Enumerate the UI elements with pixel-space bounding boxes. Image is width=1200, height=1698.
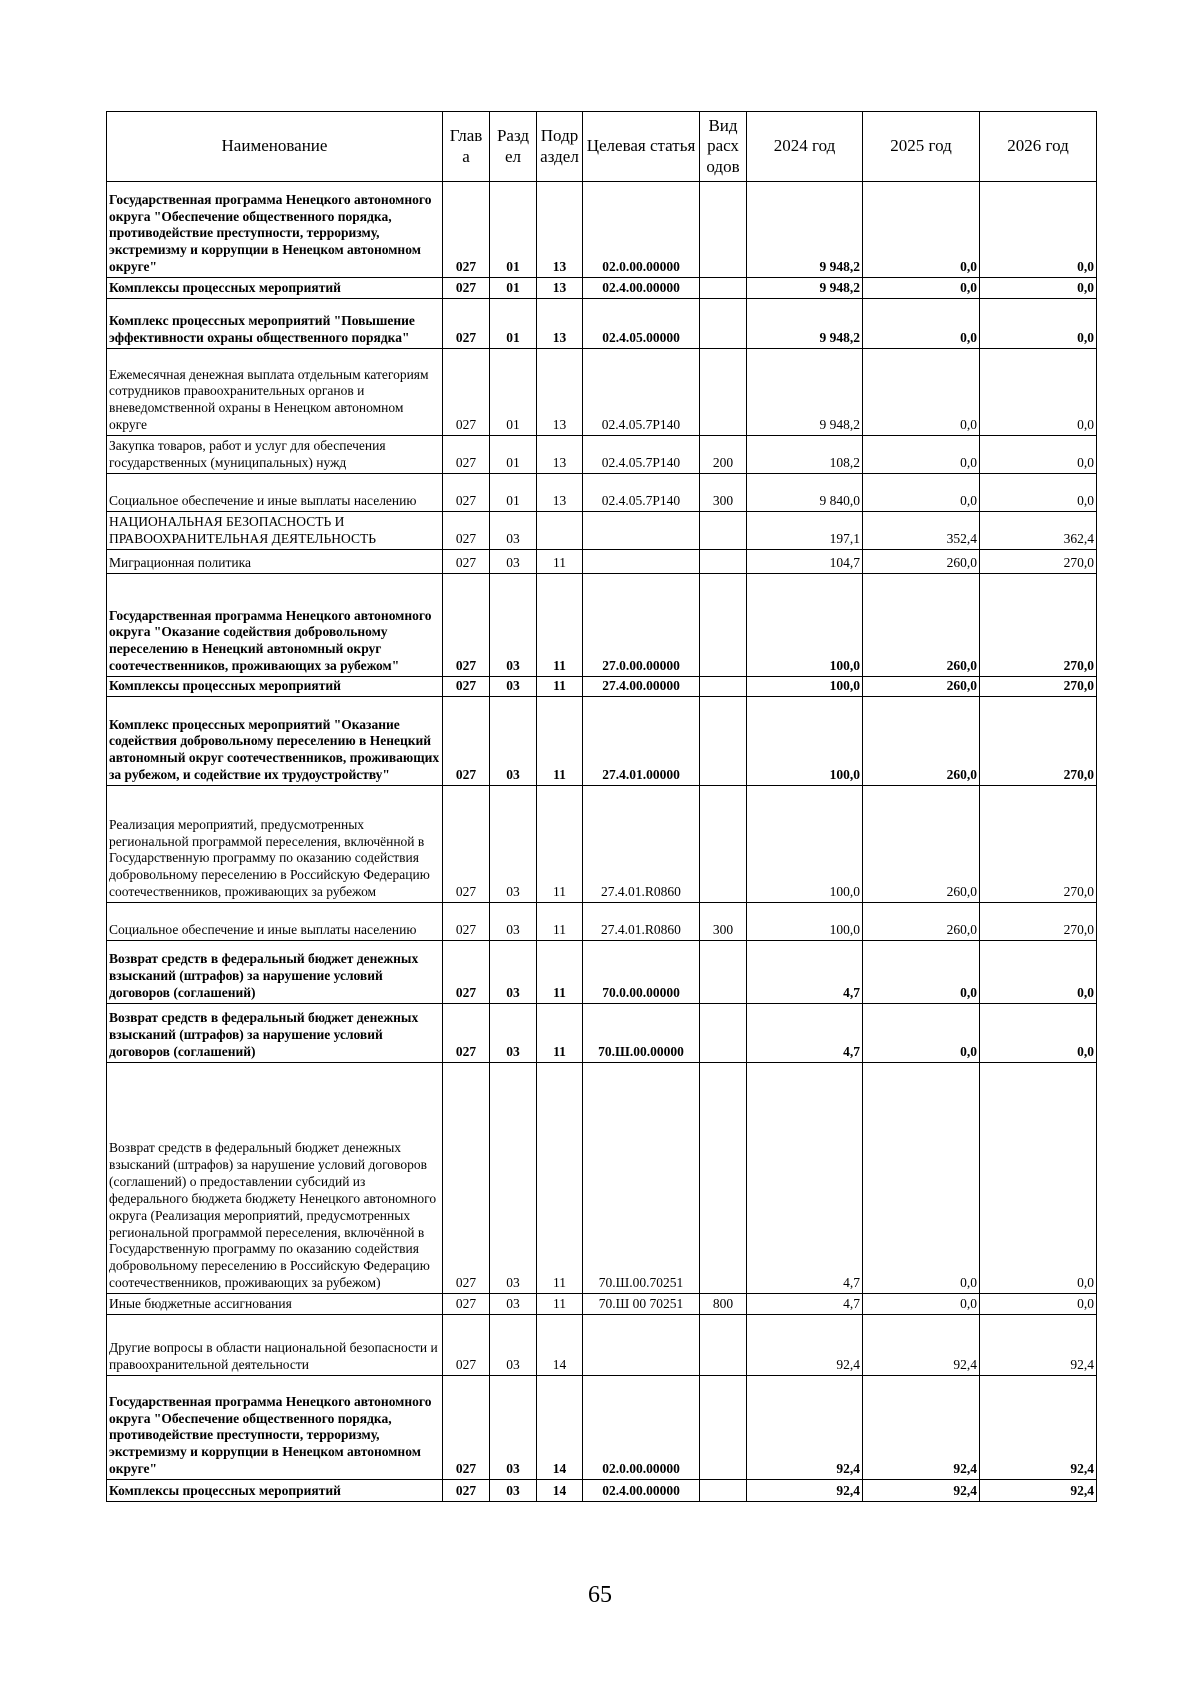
cell-podrazdel: 14: [537, 1480, 583, 1502]
cell-podrazdel: 11: [537, 550, 583, 574]
cell-y2024: 92,4: [747, 1480, 863, 1502]
header-podrazdel: Подр аздел: [537, 112, 583, 182]
cell-vid: 200: [700, 436, 747, 474]
header-target: Целевая статья: [583, 112, 700, 182]
cell-y2025: 260,0: [863, 697, 980, 786]
cell-y2026: 0,0: [980, 349, 1097, 436]
cell-name: Иные бюджетные ассигнования: [107, 1294, 443, 1315]
cell-name: Комплекс процессных мероприятий "Оказание содействия добровольному переселению в Ненецкий автономный округ соотечественников, проживающих за рубежом, и содействие их трудоустройству": [107, 697, 443, 786]
cell-y2026: 0,0: [980, 278, 1097, 299]
cell-razdel: 01: [490, 349, 537, 436]
cell-y2026: 270,0: [980, 677, 1097, 697]
cell-name: Комплексы процессных мероприятий: [107, 677, 443, 697]
cell-vid: [700, 1376, 747, 1480]
cell-y2024: 100,0: [747, 677, 863, 697]
cell-vid: [700, 574, 747, 677]
cell-y2025: 0,0: [863, 1063, 980, 1294]
table-row: [107, 1376, 1097, 1480]
cell-y2025: 260,0: [863, 574, 980, 677]
table-row: [107, 182, 1097, 278]
cell-podrazdel: 13: [537, 474, 583, 512]
table-row: [107, 1315, 1097, 1376]
cell-glava: 027: [443, 574, 490, 677]
cell-y2024: 9 948,2: [747, 278, 863, 299]
header-2024: 2024 год: [747, 112, 863, 182]
cell-glava: 027: [443, 349, 490, 436]
cell-target: 27.4.01.R0860: [583, 903, 700, 941]
cell-name: Социальное обеспечение и иные выплаты населению: [107, 474, 443, 512]
cell-glava: 027: [443, 436, 490, 474]
header-2025: 2025 год: [863, 112, 980, 182]
cell-y2025: 260,0: [863, 786, 980, 903]
cell-y2026: 0,0: [980, 474, 1097, 512]
cell-y2024: 197,1: [747, 512, 863, 550]
cell-name: Государственная программа Ненецкого автономного округа "Оказание содействия добровольному переселению в Ненецкий автономный округ соотечественников, проживающих за рубежом": [107, 574, 443, 677]
cell-y2026: 92,4: [980, 1315, 1097, 1376]
cell-y2025: 0,0: [863, 941, 980, 1004]
cell-glava: 027: [443, 550, 490, 574]
cell-target: 02.0.00.00000: [583, 182, 700, 278]
cell-target: 27.4.00.00000: [583, 677, 700, 697]
cell-glava: 027: [443, 1294, 490, 1315]
cell-vid: [700, 941, 747, 1004]
cell-name: Закупка товаров, работ и услуг для обеспечения государственных (муниципальных) нужд: [107, 436, 443, 474]
cell-glava: 027: [443, 677, 490, 697]
cell-y2025: 0,0: [863, 1004, 980, 1063]
cell-razdel: 03: [490, 1315, 537, 1376]
cell-target: [583, 1315, 700, 1376]
cell-glava: 027: [443, 903, 490, 941]
cell-y2026: 0,0: [980, 1063, 1097, 1294]
cell-razdel: 03: [490, 697, 537, 786]
cell-target: 70.Ш.00.70251: [583, 1063, 700, 1294]
cell-target: 02.4.05.7Р140: [583, 436, 700, 474]
cell-target: 70.Ш 00 70251: [583, 1294, 700, 1315]
cell-y2024: 92,4: [747, 1376, 863, 1480]
cell-y2026: 270,0: [980, 550, 1097, 574]
cell-vid: [700, 697, 747, 786]
cell-vid: [700, 299, 747, 349]
cell-y2025: 0,0: [863, 299, 980, 349]
cell-y2026: 362,4: [980, 512, 1097, 550]
table-row: [107, 941, 1097, 1004]
cell-y2026: 0,0: [980, 436, 1097, 474]
cell-name: Реализация мероприятий, предусмотренных региональной программой переселения, включённой в Государственную программу по оказанию содействия добровольному переселению в Российскую Федерацию соотечественников, проживающих за рубежом: [107, 786, 443, 903]
cell-name: Социальное обеспечение и иные выплаты населению: [107, 903, 443, 941]
cell-y2025: 0,0: [863, 1294, 980, 1315]
cell-podrazdel: 11: [537, 697, 583, 786]
cell-target: 02.0.00.00000: [583, 1376, 700, 1480]
cell-y2024: 4,7: [747, 1063, 863, 1294]
table-row: [107, 436, 1097, 474]
cell-vid: [700, 677, 747, 697]
cell-y2025: 0,0: [863, 474, 980, 512]
cell-y2025: 0,0: [863, 182, 980, 278]
cell-glava: 027: [443, 697, 490, 786]
cell-target: 70.0.00.00000: [583, 941, 700, 1004]
cell-vid: [700, 278, 747, 299]
cell-glava: 027: [443, 1376, 490, 1480]
cell-podrazdel: 13: [537, 299, 583, 349]
cell-y2026: 92,4: [980, 1376, 1097, 1480]
cell-razdel: 03: [490, 1480, 537, 1502]
cell-name: Другие вопросы в области национальной безопасности и правоохранительной деятельности: [107, 1315, 443, 1376]
table-row: [107, 1480, 1097, 1502]
cell-y2024: 100,0: [747, 697, 863, 786]
cell-name: Миграционная политика: [107, 550, 443, 574]
page-number: 65: [588, 1582, 612, 1608]
cell-podrazdel: [537, 512, 583, 550]
table-row: [107, 550, 1097, 574]
cell-razdel: 03: [490, 574, 537, 677]
cell-razdel: 03: [490, 677, 537, 697]
cell-razdel: 01: [490, 474, 537, 512]
cell-y2025: 352,4: [863, 512, 980, 550]
cell-vid: 800: [700, 1294, 747, 1315]
cell-y2026: 0,0: [980, 1004, 1097, 1063]
cell-podrazdel: 11: [537, 786, 583, 903]
cell-podrazdel: 13: [537, 349, 583, 436]
cell-vid: [700, 1063, 747, 1294]
header-2026: 2026 год: [980, 112, 1097, 182]
cell-y2026: 0,0: [980, 299, 1097, 349]
cell-podrazdel: 11: [537, 1004, 583, 1063]
cell-y2026: 270,0: [980, 697, 1097, 786]
cell-target: 27.4.01.00000: [583, 697, 700, 786]
cell-razdel: 03: [490, 786, 537, 903]
cell-glava: 027: [443, 299, 490, 349]
cell-y2024: 100,0: [747, 786, 863, 903]
cell-y2024: 4,7: [747, 941, 863, 1004]
cell-podrazdel: 13: [537, 436, 583, 474]
cell-target: 02.4.05.7Р140: [583, 474, 700, 512]
cell-razdel: 01: [490, 182, 537, 278]
cell-y2025: 92,4: [863, 1480, 980, 1502]
cell-target: 02.4.05.7Р140: [583, 349, 700, 436]
cell-y2026: 92,4: [980, 1480, 1097, 1502]
cell-glava: 027: [443, 1315, 490, 1376]
cell-podrazdel: 11: [537, 1294, 583, 1315]
cell-razdel: 03: [490, 1376, 537, 1480]
cell-name: Комплекс процессных мероприятий "Повышение эффективности охраны общественного порядка": [107, 299, 443, 349]
cell-razdel: 03: [490, 1063, 537, 1294]
cell-razdel: 01: [490, 299, 537, 349]
cell-vid: [700, 1004, 747, 1063]
cell-vid: [700, 1480, 747, 1502]
cell-y2025: 260,0: [863, 903, 980, 941]
cell-podrazdel: 11: [537, 574, 583, 677]
cell-name: Возврат средств в федеральный бюджет денежных взысканий (штрафов) за нарушение условий договоров (соглашений) о предоставлении субсидий из федерального бюджета бюджету Ненецкого автономного округа (Реализация мероприятий, предусмотренных региональной программой переселения, включённой в Государственную программу по оказанию содействия добровольному переселению в Российскую Федерацию соотечественников, проживающих за рубежом): [107, 1063, 443, 1294]
cell-glava: 027: [443, 474, 490, 512]
cell-podrazdel: 11: [537, 677, 583, 697]
cell-target: [583, 512, 700, 550]
cell-target: 27.0.00.00000: [583, 574, 700, 677]
header-name: Наименование: [107, 112, 443, 182]
table-row: [107, 349, 1097, 436]
cell-vid: 300: [700, 474, 747, 512]
cell-y2025: 260,0: [863, 677, 980, 697]
cell-name: Ежемесячная денежная выплата отдельным категориям сотрудников правоохранительных органов и вневедомственной охраны в Ненецком автономном округе: [107, 349, 443, 436]
cell-vid: [700, 786, 747, 903]
cell-target: 02.4.05.00000: [583, 299, 700, 349]
cell-name: Комплексы процессных мероприятий: [107, 1480, 443, 1502]
cell-y2026: 0,0: [980, 1294, 1097, 1315]
cell-vid: [700, 349, 747, 436]
cell-y2024: 104,7: [747, 550, 863, 574]
cell-y2025: 0,0: [863, 436, 980, 474]
cell-y2025: 0,0: [863, 349, 980, 436]
cell-vid: [700, 1315, 747, 1376]
header-row: [107, 112, 1097, 182]
cell-y2024: 92,4: [747, 1315, 863, 1376]
cell-y2026: 270,0: [980, 786, 1097, 903]
cell-target: 70.Ш.00.00000: [583, 1004, 700, 1063]
budget-table: [106, 111, 1097, 1502]
cell-name: Возврат средств в федеральный бюджет денежных взысканий (штрафов) за нарушение условий договоров (соглашений): [107, 941, 443, 1004]
table-row: [107, 299, 1097, 349]
cell-podrazdel: 13: [537, 278, 583, 299]
cell-razdel: 03: [490, 941, 537, 1004]
cell-y2025: 92,4: [863, 1376, 980, 1480]
table-body: [107, 182, 1097, 1502]
cell-y2026: 270,0: [980, 903, 1097, 941]
cell-vid: [700, 182, 747, 278]
table-row: [107, 1063, 1097, 1294]
table-row: [107, 474, 1097, 512]
cell-name: Государственная программа Ненецкого автономного округа "Обеспечение общественного порядка, противодействие преступности, терроризму, экстремизму и коррупции в Ненецком автономном округе": [107, 1376, 443, 1480]
cell-y2024: 9 840,0: [747, 474, 863, 512]
table-row: [107, 1294, 1097, 1315]
cell-y2024: 4,7: [747, 1294, 863, 1315]
cell-podrazdel: 11: [537, 941, 583, 1004]
cell-razdel: 03: [490, 512, 537, 550]
header-glava: Глав а: [443, 112, 490, 182]
cell-podrazdel: 11: [537, 903, 583, 941]
cell-glava: 027: [443, 1004, 490, 1063]
cell-razdel: 01: [490, 436, 537, 474]
table-row: [107, 278, 1097, 299]
table-row: [107, 677, 1097, 697]
header-razdel: Разд ел: [490, 112, 537, 182]
cell-y2026: 0,0: [980, 941, 1097, 1004]
cell-name: Государственная программа Ненецкого автономного округа "Обеспечение общественного порядка, противодействие преступности, терроризму, экстремизму и коррупции в Ненецком автономном округе": [107, 182, 443, 278]
cell-razdel: 01: [490, 278, 537, 299]
cell-glava: 027: [443, 786, 490, 903]
table-row: [107, 903, 1097, 941]
cell-podrazdel: 11: [537, 1063, 583, 1294]
cell-y2024: 108,2: [747, 436, 863, 474]
cell-razdel: 03: [490, 1294, 537, 1315]
cell-glava: 027: [443, 941, 490, 1004]
cell-podrazdel: 14: [537, 1315, 583, 1376]
cell-razdel: 03: [490, 903, 537, 941]
cell-y2026: 0,0: [980, 182, 1097, 278]
cell-vid: 300: [700, 903, 747, 941]
cell-y2025: 92,4: [863, 1315, 980, 1376]
cell-y2024: 9 948,2: [747, 182, 863, 278]
table-row: [107, 512, 1097, 550]
table-row: [107, 1004, 1097, 1063]
cell-y2025: 0,0: [863, 278, 980, 299]
cell-podrazdel: 14: [537, 1376, 583, 1480]
cell-y2026: 270,0: [980, 574, 1097, 677]
cell-glava: 027: [443, 278, 490, 299]
cell-y2024: 4,7: [747, 1004, 863, 1063]
cell-y2024: 100,0: [747, 903, 863, 941]
cell-razdel: 03: [490, 1004, 537, 1063]
cell-y2024: 9 948,2: [747, 349, 863, 436]
cell-glava: 027: [443, 182, 490, 278]
cell-target: 02.4.00.00000: [583, 278, 700, 299]
cell-y2024: 100,0: [747, 574, 863, 677]
cell-target: [583, 550, 700, 574]
cell-vid: [700, 512, 747, 550]
cell-target: 27.4.01.R0860: [583, 786, 700, 903]
header-vid: Вид расх одов: [700, 112, 747, 182]
cell-name: Комплексы процессных мероприятий: [107, 278, 443, 299]
cell-name: НАЦИОНАЛЬНАЯ БЕЗОПАСНОСТЬ И ПРАВООХРАНИТЕЛЬНАЯ ДЕЯТЕЛЬНОСТЬ: [107, 512, 443, 550]
cell-podrazdel: 13: [537, 182, 583, 278]
cell-glava: 027: [443, 1480, 490, 1502]
cell-glava: 027: [443, 512, 490, 550]
table-row: [107, 697, 1097, 786]
cell-target: 02.4.00.00000: [583, 1480, 700, 1502]
table-row: [107, 786, 1097, 903]
table-row: [107, 574, 1097, 677]
cell-name: Возврат средств в федеральный бюджет денежных взысканий (штрафов) за нарушение условий договоров (соглашений): [107, 1004, 443, 1063]
cell-razdel: 03: [490, 550, 537, 574]
cell-vid: [700, 550, 747, 574]
cell-y2024: 9 948,2: [747, 299, 863, 349]
cell-glava: 027: [443, 1063, 490, 1294]
cell-y2025: 260,0: [863, 550, 980, 574]
